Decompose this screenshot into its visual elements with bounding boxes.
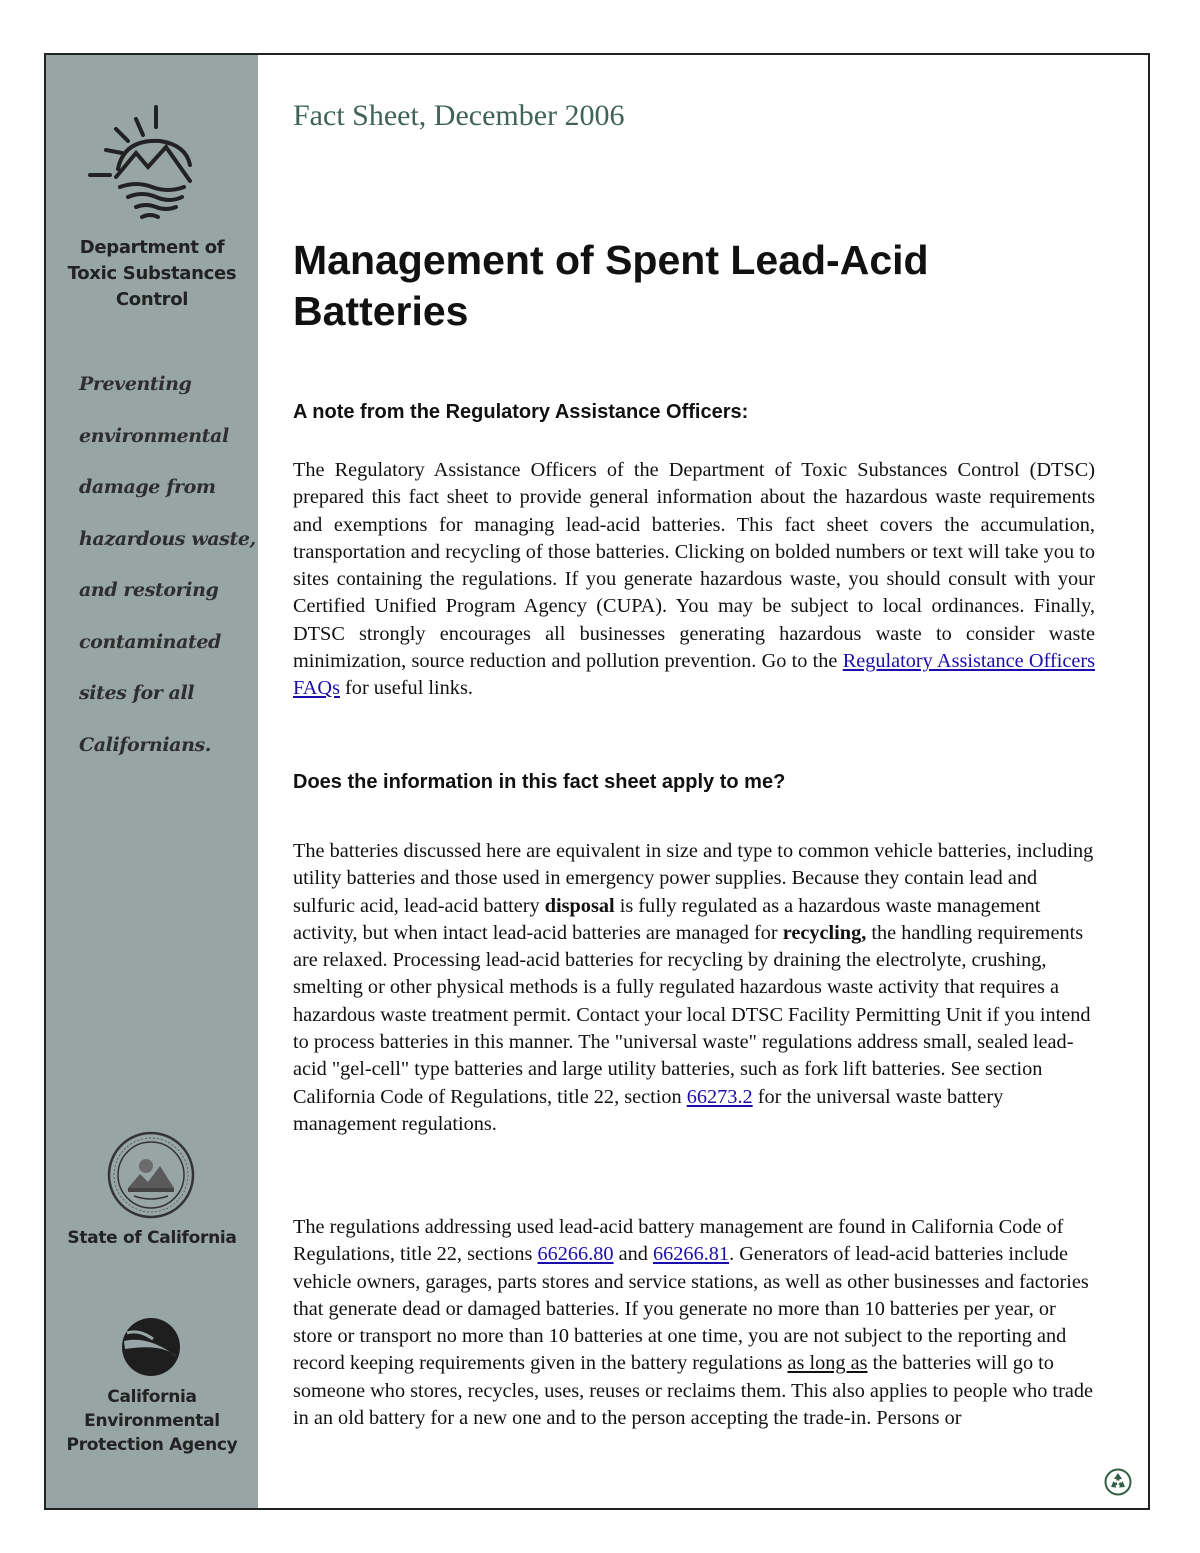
regulation-link-66266-81[interactable]: 66266.81: [653, 1243, 730, 1266]
mission-line: damage from: [79, 476, 216, 498]
agency-name-line: California: [107, 1387, 197, 1407]
mission-line: environmental: [79, 424, 229, 447]
agency-name-line: Protection Agency: [66, 1435, 238, 1455]
regulatory-assistance-faq-link[interactable]: Regulatory Assistance Officers FAQs: [293, 650, 1095, 700]
mission-line: hazardous waste,: [79, 527, 256, 550]
section-heading: A note from the Regulatory Assistance Officers:: [293, 401, 749, 423]
agency-name: [46, 1385, 258, 1457]
regulations-paragraph: [293, 1214, 1095, 1432]
bold-term-recycling: recycling,: [782, 921, 867, 944]
applicability-paragraph: [293, 838, 1095, 1138]
sidebar: [46, 55, 258, 1508]
department-name-line: Control: [115, 289, 189, 310]
paragraph-text: is fully regulated as a hazardous waste management activity, but when intact lead-acid batteries are managed for: [293, 894, 1041, 944]
paragraph-text: for useful links.: [345, 677, 473, 700]
paragraph-text: the handling requirements are relaxed. Processing lead-acid batteries for recycling by draining the electrolyte, crushing, smelting or other physical methods is a fully regulated hazardous waste activity that requires a hazardous waste treatment permit. Contact your local DTSC Facility Permitting Unit if you intend to process batteries in this manner. The "universal waste" regulations address small, sealed lead-acid "gel-cell" type batteries and large utility batteries, such as fork lift batteries. See section California Code of Regulations, title 22, section: [293, 921, 1091, 1108]
mission-line: and restoring: [79, 579, 219, 601]
underlined-text: as long as: [787, 1352, 868, 1375]
calepa-logo-icon: [119, 1315, 183, 1379]
california-state-seal-icon: [106, 1130, 196, 1220]
paragraph-text: for the universal waste battery management regulations.: [293, 1085, 1004, 1135]
paragraph-text: and: [618, 1243, 648, 1266]
paragraph-text: The regulations addressing used lead-acid battery management are found in California Code of Regulations, title 22, sections: [293, 1216, 1064, 1266]
bold-term-disposal: disposal: [544, 894, 615, 917]
department-name-line: Department of: [79, 237, 225, 258]
state-name: State of California: [67, 1228, 237, 1248]
mission-line: sites for all: [79, 682, 195, 704]
paragraph-text: the batteries will go to someone who stores, recycles, uses, reuses or reclaims them. This also applies to people who trade in an old battery for a new one and to the person accepting the trade-in. Persons or: [293, 1352, 1093, 1430]
document-title: Management of Spent Lead-Acid Batteries: [293, 237, 929, 334]
fact-sheet-page: [44, 53, 1150, 1510]
agency-name-line: Environmental: [84, 1411, 220, 1431]
regulation-link-66266-80[interactable]: 66266.80: [537, 1243, 614, 1266]
department-name-line: Toxic Substances: [67, 263, 237, 284]
mission-line: Californians.: [79, 733, 211, 756]
paragraph-text: The batteries discussed here are equivalent in size and type to common vehicle batteries, including utility batteries and those used in emergency power supplies. Because they contain lead and sulfuric acid, lead-acid battery: [293, 840, 1094, 917]
fact-sheet-date: Fact Sheet, December 2006: [293, 99, 625, 132]
mission-line: Preventing: [79, 373, 192, 395]
department-name: [46, 235, 258, 313]
sun-mountain-water-logo-icon: [86, 105, 206, 225]
regulation-link-66273-2[interactable]: 66273.2: [686, 1085, 753, 1108]
paragraph-text: The Regulatory Assistance Officers of the Department of Toxic Substances Control (DTSC) prepared this fact sheet to provide general information about the hazardous waste requirements and exemptions for managing lead-acid batteries. This fact sheet covers the accumulation, transportation and recycling of those batteries. Clicking on bolded numbers or text will take you to sites containing the regulations. If you generate hazardous waste, you should consult with your Certified Unified Program Agency (CUPA). You may be subject to local ordinances. Finally, DTSC strongly encourages all businesses generating hazardous waste to consider waste minimization, source reduction and pollution prevention. Go to the: [293, 459, 1095, 673]
paragraph-text: . Generators of lead-acid batteries include vehicle owners, garages, parts stores and service stations, as well as other businesses and factories that generate dead or damaged batteries. If you generate no more than 10 batteries per year, or store or transport no more than 10 batteries at one time, you are not subject to the reporting and record keeping requirements given in the battery regulations: [293, 1243, 1089, 1375]
mission-statement: [79, 373, 254, 785]
intro-paragraph: [293, 457, 1095, 703]
mission-line: contaminated: [79, 630, 221, 653]
section-heading: Does the information in this fact sheet apply to me?: [293, 771, 786, 793]
recycle-icon: [1104, 1468, 1132, 1496]
